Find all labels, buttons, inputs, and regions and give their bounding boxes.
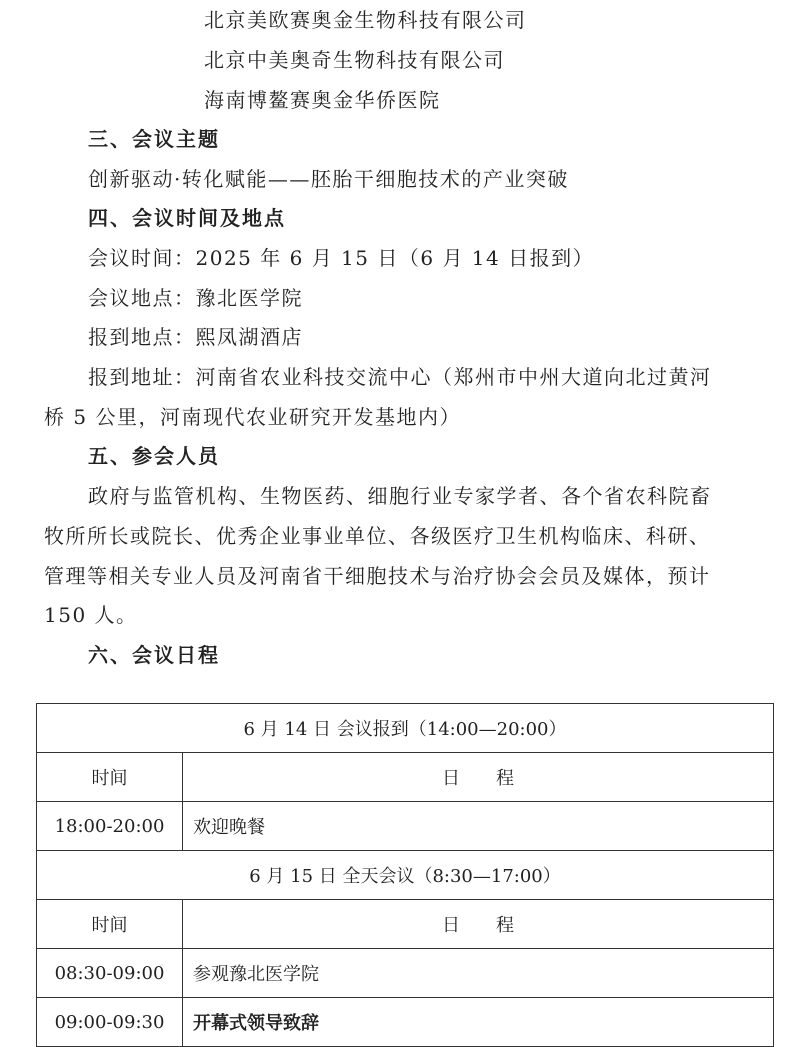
row-time: 09:00-09:30 (37, 998, 183, 1047)
checkin-location: 报到地点：熙凤湖酒店 (88, 325, 303, 349)
attendees-line1: 政府与监管机构、生物医药、细胞行业专家学者、各个省农科院畜 (88, 484, 712, 508)
meeting-time: 会议时间：2025 年 6 月 15 日（6 月 14 日报到） (88, 246, 595, 270)
attendees-line3: 管理等相关专业人员及河南省干细胞技术与治疗协会会员及媒体，预计 (44, 564, 711, 588)
meeting-venue: 会议地点：豫北医学院 (88, 286, 303, 310)
row-item: 开幕式领导致辞 (183, 998, 774, 1047)
day2-header-row (37, 851, 774, 900)
attendees-line2: 牧所所长或院长、优秀企业事业单位、各级医疗卫生机构临床、科研、 (44, 524, 711, 548)
table-row (37, 949, 774, 998)
section6-heading: 六、会议日程 (88, 643, 220, 667)
checkin-address-line1: 报到地址：河南省农业科技交流中心（郑州市中州大道向北过黄河 (88, 365, 712, 389)
col-time-header: 时间 (37, 900, 183, 949)
row-item: 参观豫北医学院 (183, 949, 774, 998)
table-row (37, 998, 774, 1047)
schedule-table (36, 703, 774, 1047)
day1-header-row (37, 704, 774, 753)
section5-heading: 五、参会人员 (88, 444, 220, 468)
row-item: 欢迎晚餐 (183, 802, 774, 851)
organizer-1: 北京美欧赛奥金生物科技有限公司 (204, 8, 527, 32)
row-time: 18:00-20:00 (37, 802, 183, 851)
organizer-2: 北京中美奥奇生物科技有限公司 (204, 48, 505, 72)
day2-header: 6 月 15 日 全天会议（8:30—17:00） (37, 851, 774, 900)
conference-theme: 创新驱动·转化赋能——胚胎干细胞技术的产业突破 (88, 167, 569, 191)
organizer-3: 海南博鳌赛奥金华侨医院 (204, 88, 441, 112)
section4-heading: 四、会议时间及地点 (88, 206, 286, 230)
table-row (37, 802, 774, 851)
attendees-line4: 150 人。 (44, 603, 138, 627)
section3-heading: 三、会议主题 (88, 127, 220, 151)
col-time-header: 时间 (37, 753, 183, 802)
col-agenda-header: 日 程 (183, 900, 774, 949)
row-time: 08:30-09:00 (37, 949, 183, 998)
column-header-row (37, 900, 774, 949)
checkin-address-line2: 桥 5 公里，河南现代农业研究开发基地内） (44, 405, 461, 429)
day1-header: 6 月 14 日 会议报到（14:00—20:00） (37, 704, 774, 753)
col-agenda-header: 日 程 (183, 753, 774, 802)
column-header-row (37, 753, 774, 802)
